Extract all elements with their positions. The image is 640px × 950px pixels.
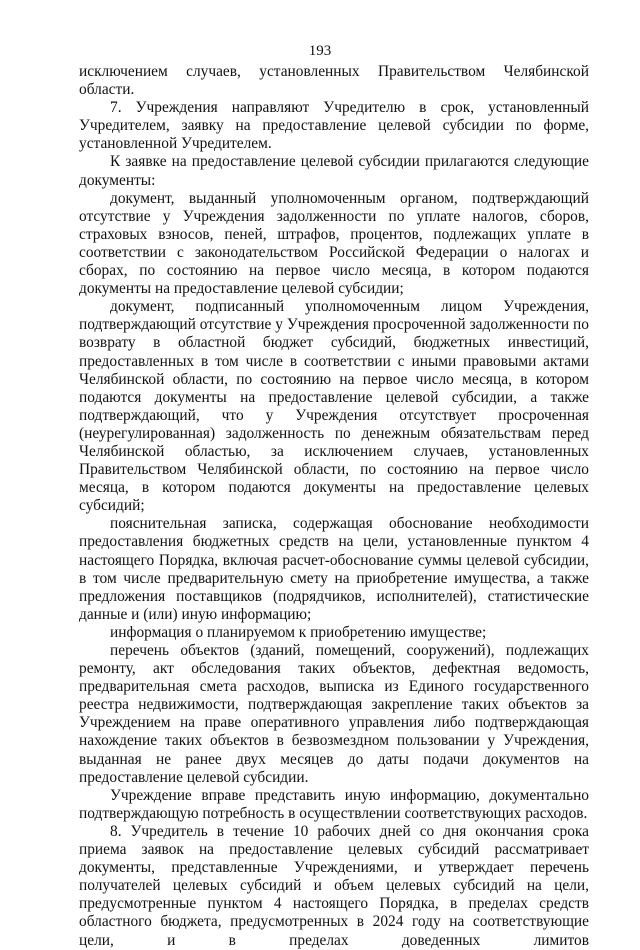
paragraph-objects-list: перечень объектов (зданий, помещений, сооружений), подлежащих ремонту, акт обследования таких объектов, дефектная ведомость, предварительная смета расходов, выписка из Единого государственного реестра недвижимости, подтверждающая закрепление таких объектов за Учреждением на праве оперативного управления либо подтверждающая нахождение таких объектов в безвозмездном пользовании у Учреждения, выданная не ранее двух месяцев до даты подачи документов на предоставление целевой субсидии. bbox=[79, 642, 589, 786]
paragraph-tax-debt-document: документ, выданный уполномоченным органом, подтверждающий отсутствие у Учреждения задолженности по уплате налогов, сборов, страховых взносов, пеней, штрафов, процентов, подлежащих уплате в соответствии с законодательством Российской Федерации о налогах и сборах, по состоянию на первое число месяца, в котором подаются документы на предоставление целевой субсидии; bbox=[79, 189, 589, 298]
paragraph-additional-info: Учреждение вправе представить иную информацию, документально подтверждающую потребность в осуществлении соответствующих расходов. bbox=[79, 786, 589, 822]
page-number: 193 bbox=[308, 43, 332, 59]
paragraph-continuation: исключением случаев, установленных Правительством Челябинской области. bbox=[79, 63, 589, 99]
paragraph-property-info: информация о планируемом к приобретению имуществе; bbox=[110, 623, 487, 641]
paragraph-explanatory-note: пояснительная записка, содержащая обоснование необходимости предоставления бюджетных средств на цели, установленные пунктом 4 настоящего Порядка, включая расчет-обоснование суммы целевой субсидии, в том числе предварительную смету на приобретение имущества, а также предложения поставщиков (подрядчиков, исполнителей), статистические данные и (или) иную информацию; bbox=[79, 515, 589, 623]
document-body bbox=[79, 63, 589, 950]
paragraph-clause-7: 7. Учреждения направляют Учредителю в срок, установленный Учредителем, заявку на предоставление целевой субсидии по форме, установленной Учредителем. bbox=[79, 99, 589, 153]
paragraph-clause-8: 8. Учредитель в течение 10 рабочих дней со дня окончания срока приема заявок на предоставление целевых субсидий рассматривает документы, представленные Учреждениями, и утверждает перечень получателей целевых субсидий и объем целевых субсидий на цели, предусмотренные пунктом 4 настоящего Порядка, в пределах средств областного бюджета, предусмотренных в 2024 году на соответствующие цели, и в пределах доведенных лимитов bbox=[79, 822, 589, 949]
paragraph-attachments-intro: К заявке на предоставление целевой субсидии прилагаются следующие документы: bbox=[79, 153, 589, 189]
paragraph-overdue-debt-document: документ, подписанный уполномоченным лицом Учреждения, подтверждающий отсутствие у Учреждения просроченной задолженности по возврату в областной бюджет субсидий, бюджетных инвестиций, предоставленных в том числе в соответствии с иными правовыми актами Челябинской области, по состоянию на первое число месяца, в котором подаются документы на предоставление целевой субсидии, а также подтверждающий, что у Учреждения отсутствует просроченная (неурегулированная) задолженность по денежным обязательствам перед Челябинской областью, за исключением случаев, установленных Правительством Челябинской области, по состоянию на первое число месяца, в котором подаются документы на предоставление целевых субсидий; bbox=[79, 298, 589, 515]
